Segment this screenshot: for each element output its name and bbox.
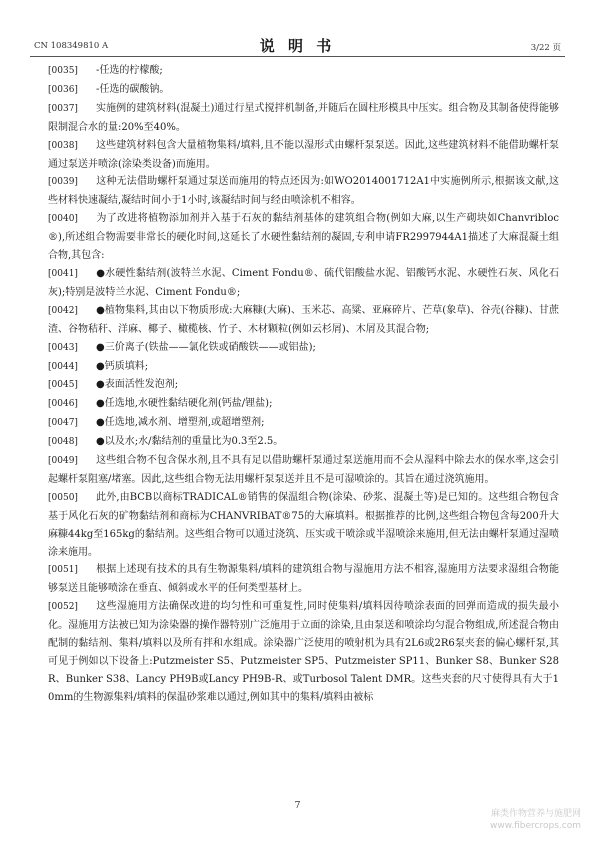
paragraph	[48, 433, 559, 452]
paragraph-text: -任选的碳酸钠。	[96, 83, 170, 95]
paragraph	[48, 265, 559, 302]
paragraph-text: 此外,由BCB以商标TRADICAL®销售的保温组合物(涂染、砂浆、混凝土等)是已知的。这些组合物包含基于风化石灰的矿物黏结剂和商标为CHANVRIBAT®75的大麻填料。根据推荐的比例,这些组合物包含每200升大麻糠44kg至165kg的黏结剂。这些组合物可以通过浇筑、压实或干喷涂或半湿喷涂来施用,但无法由螺杆泵通过湿喷涂来施用。	[48, 491, 559, 558]
paragraph-text: ●三价离子(铁盐——氯化铁或硝酸铁——或铝盐);	[96, 341, 316, 353]
paragraph	[48, 452, 559, 489]
paragraph-number: [0037]	[48, 103, 78, 114]
paragraph-number: [0036]	[48, 84, 78, 95]
paragraph	[48, 81, 559, 100]
paragraph-number: [0035]	[48, 66, 78, 76]
paragraph	[48, 173, 559, 210]
paragraph	[48, 489, 559, 562]
paragraph	[48, 100, 559, 137]
paragraph-text: 这些组合物不包含保水剂,且不具有足以借助螺杆泵通过泵送施用而不会从湿料中除去水的保水率,这会引起螺杆泵阻塞/堵塞。因此,这些组合物无法用螺杆泵泵送并且不是可湿喷涂的。其旨在通过浇筑施用。	[48, 455, 559, 485]
paragraph-text: ●任选地,水硬性黏结硬化剂(钙盐/锂盐);	[96, 398, 273, 410]
paragraph-number: [0052]	[48, 602, 78, 613]
paragraph	[48, 137, 559, 174]
paragraph-number: [0041]	[48, 268, 78, 279]
paragraph-number: [0047]	[48, 418, 78, 429]
paragraph	[48, 598, 559, 706]
page-number: 7	[294, 800, 301, 811]
paragraph-number: [0044]	[48, 361, 78, 372]
paragraph	[48, 376, 559, 395]
paragraph-text: ●水硬性黏结剂(波特兰水泥、Ciment Fondu®、硫代铝酸盐水泥、铝酸钙水泥、水硬性石灰、风化石灰);特别是波特兰水泥、Ciment Fondu®;	[48, 267, 559, 298]
paragraph-number: [0046]	[48, 399, 78, 410]
paragraph-number: [0048]	[48, 437, 78, 448]
paragraph-text: 为了改进将植物添加剂并入基于石灰的黏结剂基体的建筑组合物(例如大麻,以生产砌块如Chanvribloc®),所述组合物需要非常长的硬化时间,这延长了水硬性黏结剂的凝固,专利申请FR2997944A1描述了大麻混凝土组合物,其包含:	[48, 213, 559, 262]
paragraph-number: [0045]	[48, 380, 78, 391]
paragraph-text: ●钙质填料;	[96, 360, 149, 372]
patent-number: CN 108349810 A	[34, 41, 109, 51]
paragraph	[48, 395, 559, 414]
paragraph-text: 根据上述现有技术的具有生物源集料/填料的建筑组合物与湿施用方法不相容,湿施用方法要求湿组合物能够泵送且能够喷涂在垂直、倾斜或水平的任何类型基材上。	[48, 564, 559, 595]
paragraph-text: 实施例的建筑材料(混凝土)通过行星式搅拌机制备,并随后在圆柱形模具中压实。组合物及其制备使得能够限制混合水的量:20%至40%。	[48, 102, 559, 133]
paragraph-text: ●任选地,减水剂、增塑剂,或超增塑剂;	[96, 417, 265, 429]
watermark-url: www.fibercrops.com	[490, 821, 581, 831]
paragraph	[48, 358, 559, 377]
paragraph	[48, 561, 559, 598]
paragraph-number: [0039]	[48, 177, 78, 188]
paragraph-number: [0038]	[48, 140, 78, 151]
document-body	[48, 62, 559, 814]
paragraph	[48, 339, 559, 358]
paragraph-text: ●植物集料,其由以下物质形成:大麻糠(大麻)、玉米芯、高粱、亚麻碎片、芒草(象草)、谷壳(谷糠)、甘蔗渣、谷物秸秆、洋麻、椰子、橄榄核、竹子、木材颗粒(例如云杉屑)、木屑及其混合物;	[48, 304, 559, 335]
paragraph-number: [0042]	[48, 305, 78, 316]
paragraph-number: [0050]	[48, 492, 78, 503]
paragraph	[48, 62, 559, 81]
paragraph-number: [0043]	[48, 342, 78, 353]
paragraph-text: 这些建筑材料包含大量植物集料/填料,且不能以湿形式由螺杆泵泵送。因此,这些建筑材料不能借助螺杆泵通过泵送并喷涂(涂染类设备)而施用。	[48, 139, 559, 170]
page-header	[30, 30, 565, 56]
header-rule	[30, 56, 565, 57]
paragraph-number: [0051]	[48, 565, 78, 576]
paragraph	[48, 302, 559, 339]
paragraph-text: -任选的柠檬酸;	[96, 65, 163, 76]
page-title: 说 明 书	[259, 37, 336, 55]
watermark-site-name: 麻类作物营养与施肥网	[490, 809, 581, 819]
watermark	[490, 808, 581, 832]
paragraph	[48, 210, 559, 265]
paragraph	[48, 414, 559, 433]
page-reference: 3/22 页	[530, 43, 561, 53]
paragraph-text: 这些湿施用方法确保改进的均匀性和可重复性,同时使集料/填料因待喷涂表面的回弹而造成的损失最小化。湿施用方法被已知为涂染器的操作器特别广泛施用于立面的涂染,且由泵送和喷涂均匀混合物组成,所述混合物由配制的黏结剂、集料/填料以及所有拌和水组成。涂染器广泛使用的喷射机为具有2L6或2R6泵夹套的偏心螺杆泵,其可见于例如以下设备上:Putzmeister S5、Putzmeister SP5、Putzmeister SP11、Bunker S8、Bunker S28R、Bunker S38、Lancy PH9B或Lancy PH9B-R、或Turbosol Talent DMR。这些夹套的尺寸使得具有大于10mm的生物源集料/填料的保温砂浆难以通过,例如其中的集料/填料由被标	[48, 601, 559, 703]
paragraph-text: ●表面活性发泡剂;	[96, 379, 179, 391]
paragraph-number: [0040]	[48, 214, 78, 225]
paragraph-text: 这种无法借助螺杆泵通过泵送而施用的特点还因为:如WO2014001712A1中实施例所示,根据该文献,这些材料快速凝结,凝结时间小于1小时,该凝结时间与经由喷涂机不相容。	[48, 176, 559, 207]
paragraph-number: [0049]	[48, 456, 78, 467]
paragraph-text: ●以及水;水/黏结剂的重量比为0.3至2.5。	[96, 436, 284, 448]
